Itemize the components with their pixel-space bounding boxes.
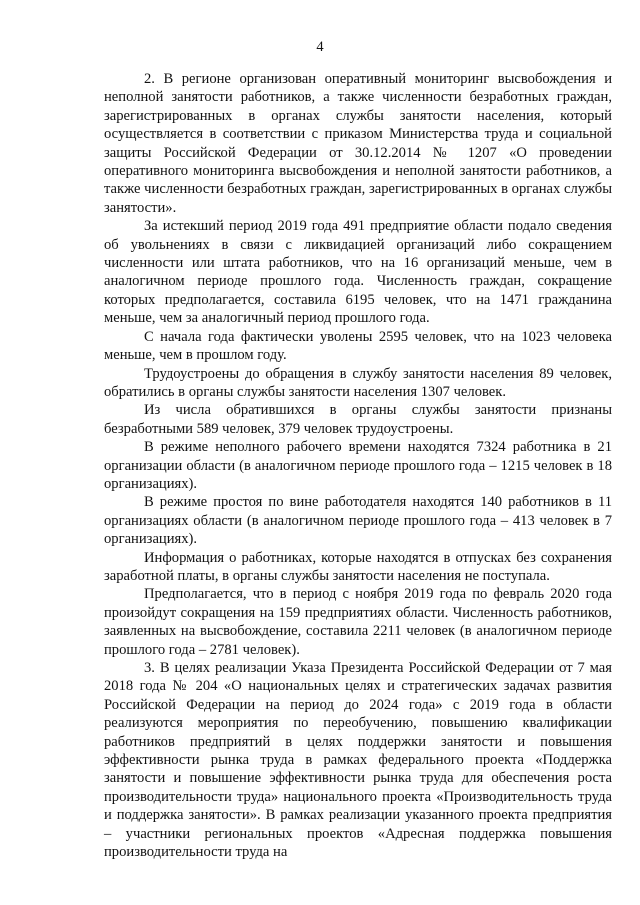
paragraph-downtime: В режиме простоя по вине работодателя находятся 140 работников в 11 организациях области (в аналогичном периоде прошлого года – 413 человек в 7 организациях).: [104, 494, 612, 548]
paragraph-dismissed: С начала года фактически уволены 2595 человек, что на 1023 человека меньше, чем в прошлом году.: [104, 328, 612, 364]
paragraph-national-project: 3. В целях реализации Указа Президента Российской Федерации от 7 мая 2018 года № 204 «О национальных целях и стратегических задачах развития Российской Федерации на период до 2024 года» с 2019 года в области реализуются мероприятия по переобучению, повышению квалификации работников предприятий в целях поддержки занятости и повышения эффективности рынка труда в рамках федерального проекта «Поддержка занятости и повышение эффективности рынка труда для обеспечения роста производительности труда» национального проекта «Производительность труда и поддержка занятости». В рамках реализации указанного проекта предприятия – участники региональных проектов «Адресная поддержка повышения производительности труда на: [104, 660, 612, 861]
paragraph-part-time: В режиме неполного рабочего времени находятся 7324 работника в 21 организации области (в аналогичном периоде прошлого года – 1215 человек в 18 организациях).: [104, 439, 612, 492]
paragraph-employed: Трудоустроены до обращения в службу занятости населения 89 человек, обратились в органы службы занятости населения 1307 человек.: [104, 365, 612, 400]
paragraph-unpaid-leave: Информация о работниках, которые находятся в отпусках без сохранения заработной платы, в органы службы занятости населения не поступала.: [104, 549, 612, 584]
paragraph-layoff-notices: За истекший период 2019 года 491 предприятие области подало сведения об увольнениях в связи с ликвидацией организаций либо сокращением численности или штата работников, что на 16 организаций меньше, чем в аналогичном периоде прошлого года. Численность граждан, сокращение которых предполагается, составила 6195 человек, что на 1471 гражданина меньше, чем за аналогичный период прошлого года.: [104, 218, 612, 327]
paragraph-forecast: Предполагается, что в период с ноября 2019 года по февраль 2020 года произойдут сокращения на 159 предприятиях области. Численность работников, заявленных на высвобождение, составила 2211 человек (в аналогичном периоде прошлого года – 2781 человек).: [104, 586, 612, 658]
page-number: 4: [316, 39, 324, 55]
paragraph-unemployed: Из числа обратившихся в органы службы занятости признаны безработными 589 человек, 379 человек трудоустроены.: [104, 402, 612, 437]
paragraph-monitoring: 2. В регионе организован оперативный мониторинг высвобождения и неполной занятости работников, а также численности безработных граждан, зарегистрированных в органах службы занятости населения, который осуществляется в соответствии с приказом Министерства труда и социальной защиты Российской Федерации от 30.12.2014 № 1207 «О проведении оперативного мониторинга высвобождения и неполной занятости работников, а также численности безработных граждан, зарегистрированных в органах службы занятости».: [104, 71, 612, 216]
document-body: [104, 70, 612, 861]
